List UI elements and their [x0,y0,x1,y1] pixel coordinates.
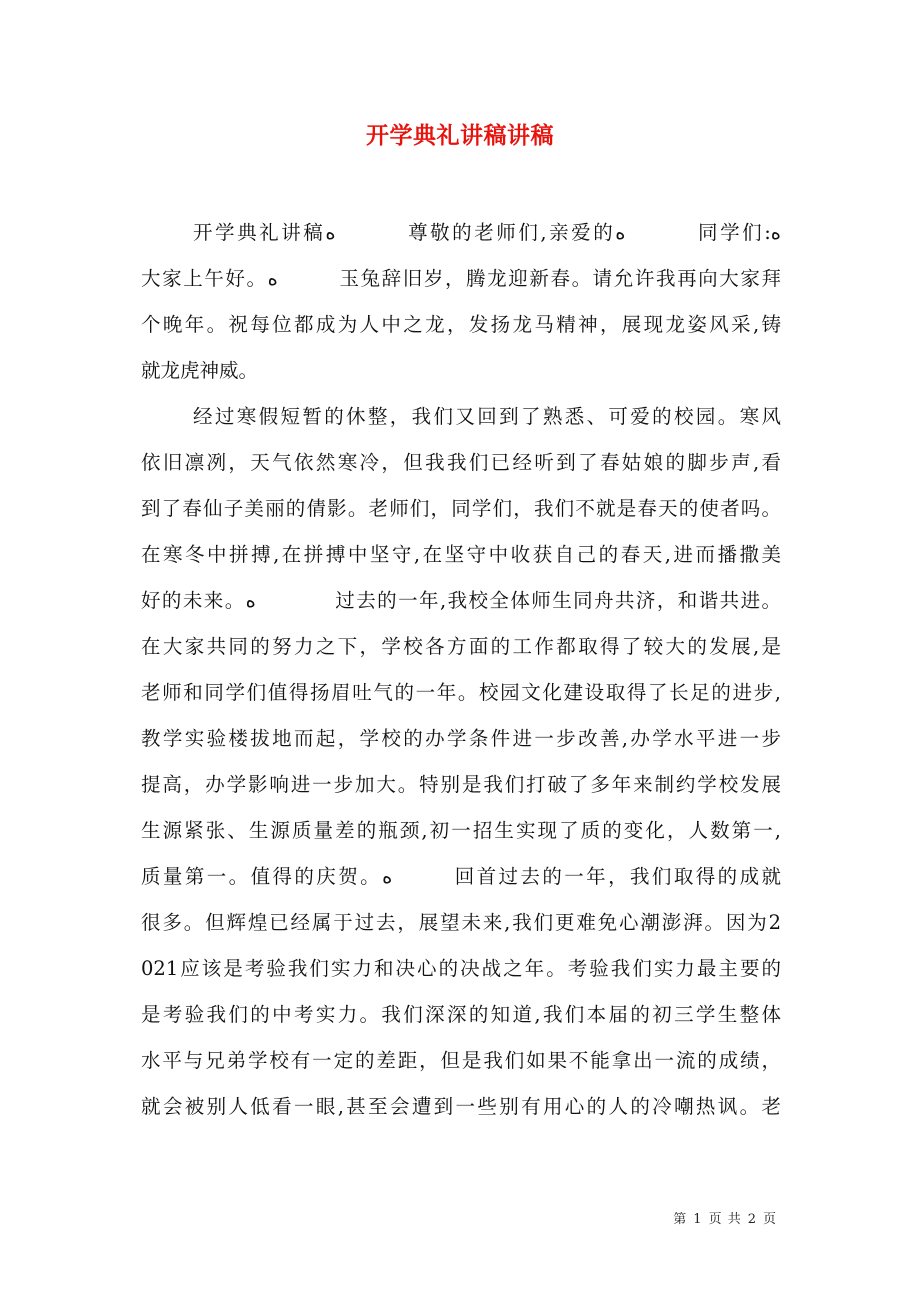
total-pages-number: 2 [747,1212,757,1227]
document-body [141,218,781,1138]
text-line: 很多。但辉煌已经属于过去，展望未来,我们更难免心潮澎湃。因为2 [141,911,781,934]
text-line: 老师和同学们值得扬眉吐气的一年。校园文化建设取得了长足的进步, [141,681,781,704]
text-line: 021应该是考验我们实力和决心的决战之年。考验我们实力最主要的 [141,957,781,980]
text-line: 开学典礼讲稿ﻩ 尊敬的老师们,亲爱的ﻩ 同学们:ﻩ [193,221,781,244]
text-line: 到了春仙子美丽的倩影。老师们，同学们，我们不就是春天的使者吗。 [141,497,781,520]
page-title: 开学典礼讲稿讲稿 [366,122,554,149]
text-line: 提高，办学影响进一步加大。特别是我们打破了多年来制约学校发展 [141,773,781,796]
text-line: 经过寒假短暂的休整，我们又回到了熟悉、可爱的校园。寒风 [193,405,781,428]
text-line: 在大家共同的努力之下，学校各方面的工作都取得了较大的发展,是 [141,635,781,658]
page-number-footer: 第 1 页 共 2 页 [673,1212,777,1227]
text-line: 在寒冬中拼搏,在拼搏中坚守,在坚守中收获自己的春天,进而播撒美 [141,543,781,566]
text-line: 个晚年。祝每位都成为人中之龙，发扬龙马精神，展现龙姿风采,铸 [141,313,781,336]
text-line: 依旧凛冽，天气依然寒冷，但我我们已经听到了春姑娘的脚步声,看 [141,451,781,474]
text-line: 大家上午好。ﻩ 玉兔辞旧岁，腾龙迎新春。请允许我再向大家拜 [141,267,781,290]
text-line: 水平与兄弟学校有一定的差距，但是我们如果不能拿出一流的成绩， [141,1049,781,1072]
text-line: 好的未来。ﻩ 过去的一年,我校全体师生同舟共济，和谐共进。 [141,589,781,612]
text-line: 教学实验楼拔地而起，学校的办学条件进一步改善,办学水平进一步 [141,727,781,750]
text-line: 生源紧张、生源质量差的瓶颈,初一招生实现了质的变化，人数第一, [141,819,781,842]
current-page-number: 1 [693,1212,703,1227]
text-line: 就龙虎神威。 [141,359,259,382]
text-line: 质量第一。值得的庆贺。ﻩ 回首过去的一年，我们取得的成就 [141,865,781,888]
text-line: 是考验我们的中考实力。我们深深的知道,我们本届的初三学生整体 [141,1003,781,1026]
text-line: 就会被别人低看一眼,甚至会遭到一些别有用心的人的冷嘲热讽。老 [141,1095,781,1118]
